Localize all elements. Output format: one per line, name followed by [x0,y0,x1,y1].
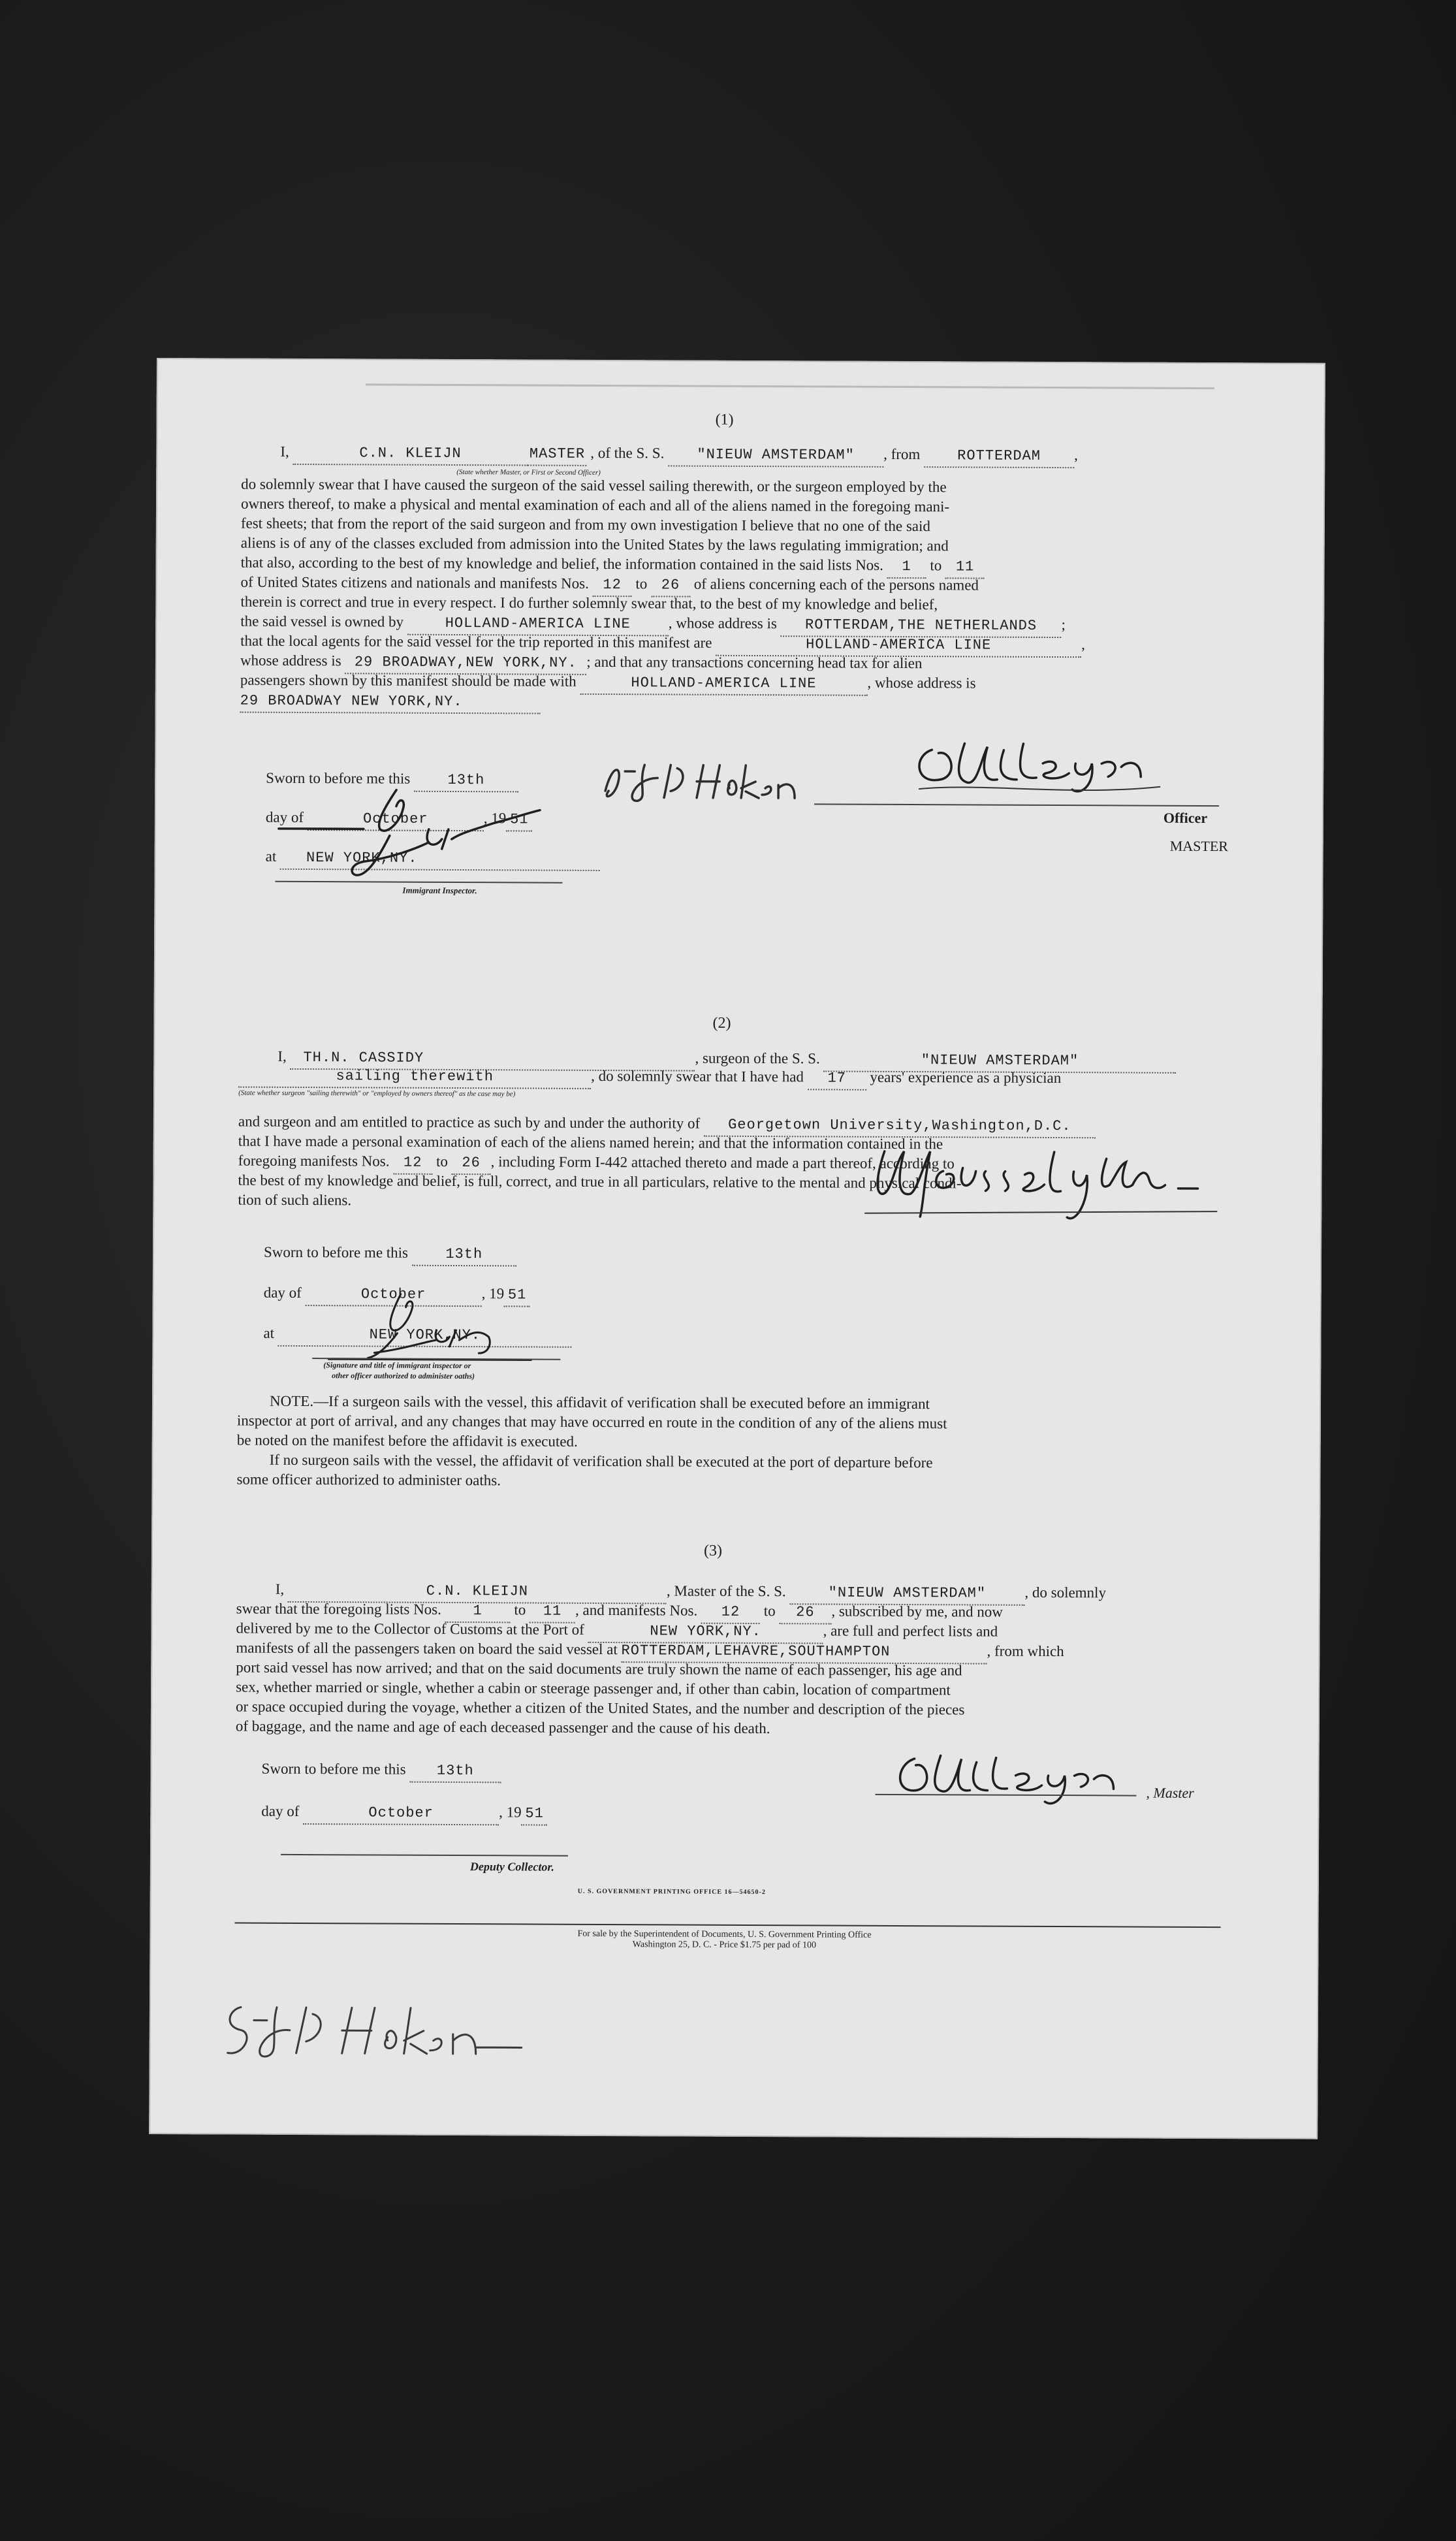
s2-line-7: tion of such aliens. [238,1191,352,1209]
s3-sworn: Sworn to before me this 13th [261,1759,501,1783]
section-1-number: (1) [715,411,734,428]
manifest-page [149,358,1325,2139]
surgeon-years-field: 17 [808,1068,866,1090]
s3-line-5: port said vessel has now arrived; and that on the said documents are truly shown the name of each passenger, his age and [236,1659,962,1679]
s1-sworn: Sworn to before me this 13th [266,769,518,792]
s2-caption-2: other officer authorized to administer oaths) [332,1371,475,1381]
s3-master-label: , Master [1146,1784,1194,1801]
s2-year: 51 [504,1285,530,1307]
section-3-number: (3) [703,1542,723,1559]
master-label: MASTER [1169,837,1229,855]
s1-place: NEW YORK,NY. [280,848,600,871]
inspector-signature-1-text: Ryan [265,885,268,887]
citizen-lists-from: 1 [887,557,926,579]
master-signature-1 [906,724,1167,803]
departure-port-field: ROTTERDAM [924,446,1074,468]
s2-line-5: foregoing manifests Nos. 12 to 26 , including Form I-442 attached thereto and made a part thereof, according to [238,1151,955,1177]
footer-rule [235,1923,1221,1928]
s3-vessel: "NIEUW AMSTERDAM" [789,1583,1024,1605]
surgeon-note [236,1392,1229,1489]
s3-line-1: I, C.N. KLEIJN , Master of the S. S. "NIEUW AMSTERDAM" , do solemnly [276,1580,1106,1606]
s3-year: 51 [522,1804,548,1825]
s2-line-4: that I have made a personal examination of each of the aliens named herein; and that the information contained in the [238,1132,943,1153]
footer-sale-line-2: Washington 25, D. C. - Price $1.75 per pad of 100 [632,1940,817,1951]
s3-lists-to: 11 [530,1602,575,1623]
s2-dayof: day of October , 19 51 [264,1283,531,1307]
s1-year: 51 [506,810,532,831]
note-line-4: If no surgeon sails with the vessel, the affidavit of verification shall be executed at the port of departure before [269,1451,933,1471]
note-line-3: be noted on the manifest before the affidavit is executed. [236,1431,578,1450]
s3-dayof: day of October , 19 51 [261,1802,548,1825]
section-1 [240,442,1233,867]
master-name-field: C.N. KLEIJN [293,443,528,466]
s3-line-6: sex, whether married or single, whether a cabin or steerage passenger and, if other than cabin, location of compartment [236,1678,951,1699]
s2-caption-1: (Signature and title of immigrant inspector or [323,1360,471,1371]
s3-lists-from: 1 [445,1601,511,1623]
owner-field: HOLLAND-AMERICA LINE [407,614,669,636]
s2-place: NEW YORK,NY. [278,1325,572,1347]
master-signature-1-text: C.N. Kleijn [906,800,912,802]
s2-at: at NEW YORK,NY. [263,1324,572,1348]
owner-address-field: ROTTERDAM,THE NETHERLANDS [781,615,1062,637]
stamp-top-text: 5th St. Hoboken [598,808,608,810]
vessel-name-field: "NIEUW AMSTERDAM" [668,445,883,467]
s3-embark-ports: ROTTERDAM,LEHAVRE,SOUTHAMPTON [621,1641,987,1664]
s1-at: at NEW YORK,NY. [266,847,601,871]
alien-manifests-from: 12 [593,575,632,597]
s1-inspector-caption: Immigrant Inspector. [402,885,477,896]
s1-line-3: owners thereof, to make a physical and mental examination of each and all of the aliens named in the foregoing mani- [240,495,950,515]
s1-sublabel: (State whether Master, or First or Second Officer) [456,468,601,477]
surgeon-signature [858,1132,1224,1231]
s1-sworn-day: 13th [414,771,518,792]
s1-line-6: that also, according to the best of my knowledge and belief, the information contained in the said lists Nos. 1 to 11 [241,553,985,579]
s3-manifests-to: 26 [779,1603,831,1624]
s3-line-2: swear that the foregoing lists Nos. 1 to 11 , and manifests Nos. 12 to 26 , subscribed by me, and now [236,1599,1003,1625]
head-tax-address-field: 29 BROADWAY NEW YORK,NY. [240,692,541,714]
gpo-imprint: U. S. GOVERNMENT PRINTING OFFICE 16—54650-2 [577,1887,766,1896]
s1-line-7: of United States citizens and nationals and manifests Nos. 12 to 26 of aliens concerning each of the persons named [240,573,979,598]
s1-line-13 [240,690,541,714]
s1-line-1: I, C.N. KLEIJN MASTER , of the S. S. "NIEUW AMSTERDAM" , from ROTTERDAM , [280,442,1078,468]
s1-line-4: fest sheets; that from the report of the said surgeon and from my own investigation I believe that no one of the said [240,515,930,535]
master-role-field: MASTER [528,444,586,466]
s3-master-name: C.N. KLEIJN [288,1581,667,1604]
s2-line-3: and surgeon and am entitled to practice as such by and under the authority of Georgetown University,Washington,D.C. [238,1112,1096,1138]
s1-line-8: therein is correct and true in every respect. I do further solemnly swear that, to the best of my knowledge and belief, [240,593,938,613]
s1-month: October [308,809,484,831]
s3-line-8: of baggage, and the name and age of each deceased passenger and the cause of his death. [235,1718,770,1737]
s1-line-12: passengers shown by this manifest should be made with HOLLAND-AMERICA LINE , whose address is [240,671,976,696]
master-signature-2 [875,1739,1149,1812]
s3-line-7: or space occupied during the voyage, whether a citizen of the United States, and the number and description of the pieces [235,1698,965,1718]
surgeon-signature-text: M. Cassidy M.D. [858,1227,868,1229]
hoboken-stamp-bottom [215,1994,554,2067]
s1-dayof: day of October , 19 51 [266,808,533,831]
s3-collector-port: NEW YORK,NY. [588,1622,823,1644]
s2-manifests-to: 26 [452,1153,491,1175]
s1-master-sig-rule [814,803,1219,807]
section-2-number: (2) [712,1014,731,1032]
s2-line-2: sailing therewith , do solemnly swear that I have had 17 years' experience as a physician [238,1065,1061,1091]
s2-month: October [306,1285,482,1307]
s3-collector-rule [281,1854,568,1857]
agent-field: HOLLAND-AMERICA LINE [716,635,1081,658]
agent-address-field: 29 BROADWAY,NEW YORK,NY. [345,652,586,675]
surgeon-status-field: sailing therewith [238,1066,591,1089]
s2-vessel-field: "NIEUW AMSTERDAM" [823,1050,1176,1073]
note-line-1: NOTE.—If a surgeon sails with the vessel, this affidavit of verification shall be executed before an immigrant [269,1392,930,1413]
citizen-lists-to: 11 [945,557,985,579]
inspector-signature-1 [265,783,560,889]
officer-label: Officer [1163,809,1208,827]
note-line-5: some officer authorized to administer oaths. [236,1471,501,1489]
s3-manifests-from: 12 [701,1603,760,1624]
stamp-bottom-text: 5th St. Hoboken [214,2064,223,2066]
s2-sublabel: (State whether surgeon "sailing therewith" or "employed by owners thereof" as the case may be) [238,1089,516,1098]
alien-manifests-to: 26 [651,575,690,597]
s1-line-5: aliens is of any of the classes excluded from admission into the United States by the laws regulating immigration; and [240,534,949,554]
surgeon-authority-field: Georgetown University,Washington,D.C. [704,1115,1096,1138]
s2-manifests-from: 12 [393,1153,432,1175]
s1-line-10: that the local agents for the said vessel for the trip reported in this manifest are HOLLAND-AMERICA LINE , [240,631,1085,658]
surgeon-name-field: TH.N. CASSIDY [290,1048,695,1071]
s2-sworn-day: 13th [412,1245,516,1266]
s3-sworn-day: 13th [409,1761,501,1783]
s1-line-2: do solemnly swear that I have caused the surgeon of the said vessel sailing therewith, or the surgeon employed by the [241,475,947,496]
s3-line-4: manifests of all the passengers taken on board the said vessel at ROTTERDAM,LEHAVRE,SOUTHAMPTON , from which [236,1638,1064,1665]
s1-line-11: whose address is 29 BROADWAY,NEW YORK,NY. ; and that any transactions concerning head tax for alien [240,651,923,677]
note-line-2: inspector at port of arrival, and any changes that may have occurred en route in the condition of any of the aliens must [236,1412,947,1432]
bleed-through-header [366,370,1214,413]
s3-month: October [303,1803,499,1825]
head-tax-party-field: HOLLAND-AMERICA LINE [580,673,867,695]
footer-sale-line-1: For sale by the Superintendent of Documents, U. S. Government Printing Office [577,1928,872,1940]
s3-line-3: delivered by me to the Collector of Customs at the Port of NEW YORK,NY. , are full and perfect lists and [236,1619,998,1645]
s2-line-6: the best of my knowledge and belief, is full, correct, and true in all particulars, relative to the mental and physical condi- [238,1172,962,1192]
s2-sworn: Sworn to before me this 13th [264,1243,516,1266]
section-3 [235,1580,1229,1822]
hoboken-stamp-top [599,752,814,811]
s2-line-1: I, TH.N. CASSIDY , surgeon of the S. S. "NIEUW AMSTERDAM" [277,1047,1176,1074]
s1-line-9: the said vessel is owned by HOLLAND-AMERICA LINE , whose address is ROTTERDAM,THE NETHERLANDS ; [240,612,1066,638]
section-2 [238,1047,1231,1344]
s3-collector-caption: Deputy Collector. [469,1860,554,1874]
